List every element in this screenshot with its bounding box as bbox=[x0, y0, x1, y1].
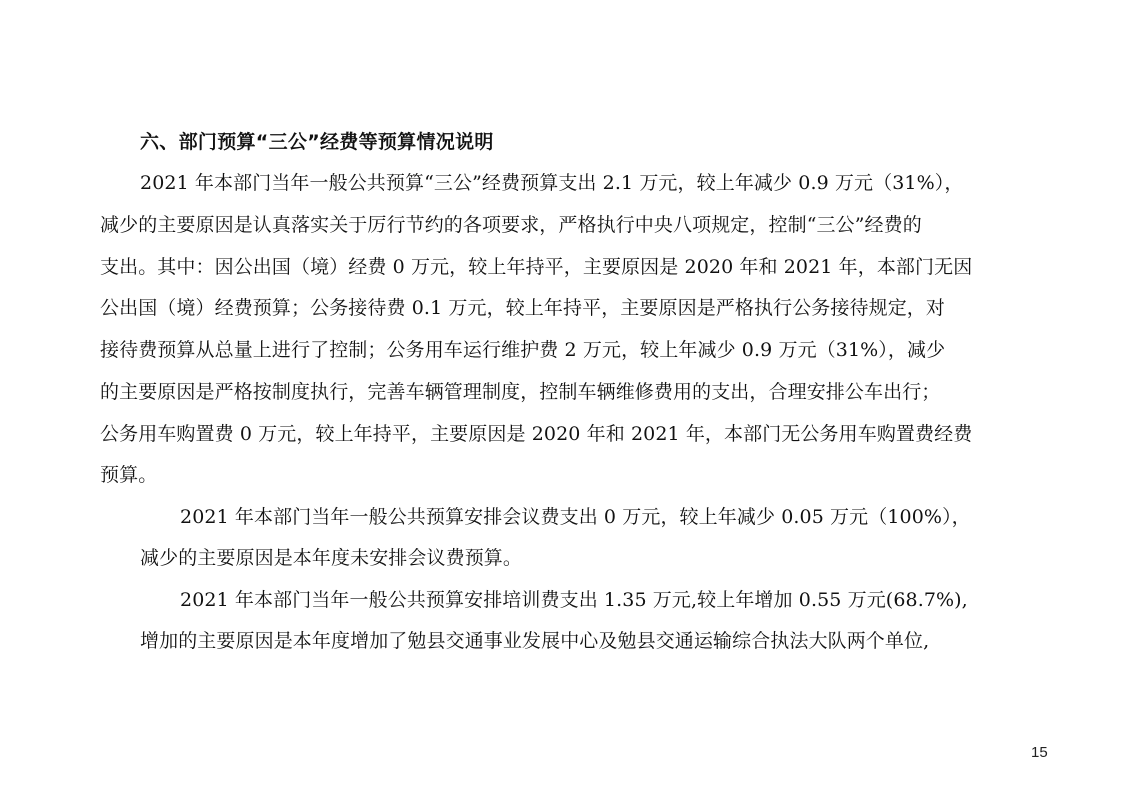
paragraph-2-line: 减少的主要原因是本年度未安排会议费预算。 bbox=[140, 547, 523, 569]
paragraph-1-line: 支出。其中：因公出国（境）经费 0 万元，较上年持平，主要原因是 2020 年和 2021 年，本部门无因 bbox=[100, 256, 973, 278]
paragraph-1-line: 接待费预算从总量上进行了控制；公务用车运行维护费 2 万元，较上年减少 0.9 万元（31%），减少 bbox=[100, 339, 946, 361]
paragraph-1-line: 预算。 bbox=[100, 464, 158, 486]
paragraph-1-line: 2021 年本部门当年一般公共预算“三公”经费预算支出 2.1 万元，较上年减少 0.9 万元（31%）， bbox=[140, 172, 964, 194]
paragraph-1-line: 公务用车购置费 0 万元，较上年持平，主要原因是 2020 年和 2021 年，本部门无公务用车购置费经费 bbox=[100, 423, 973, 445]
paragraph-1-line: 减少的主要原因是认真落实关于厉行节约的各项要求，严格执行中央八项规定，控制“三公”经费的 bbox=[100, 214, 922, 236]
paragraph-3-line: 2021 年本部门当年一般公共预算安排培训费支出 1.35 万元,较上年增加 0.55 万元(68.7%), bbox=[180, 589, 968, 611]
paragraph-1-line: 公出国（境）经费预算；公务接待费 0.1 万元，较上年持平，主要原因是严格执行公务接待规定，对 bbox=[100, 297, 945, 319]
paragraph-1-line: 的主要原因是严格按制度执行，完善车辆管理制度，控制车辆维修费用的支出，合理安排公车出行； bbox=[100, 381, 941, 403]
paragraph-2-line: 2021 年本部门当年一般公共预算安排会议费支出 0 万元，较上年减少 0.05 万元（100%）， bbox=[180, 506, 971, 528]
page-number: 15 bbox=[1031, 744, 1048, 761]
paragraph-3-line: 增加的主要原因是本年度增加了勉县交通事业发展中心及勉县交通运输综合执法大队两个单位, bbox=[140, 630, 930, 652]
section-heading: 六、部门预算“三公”经费等预算情况说明 bbox=[140, 131, 494, 153]
